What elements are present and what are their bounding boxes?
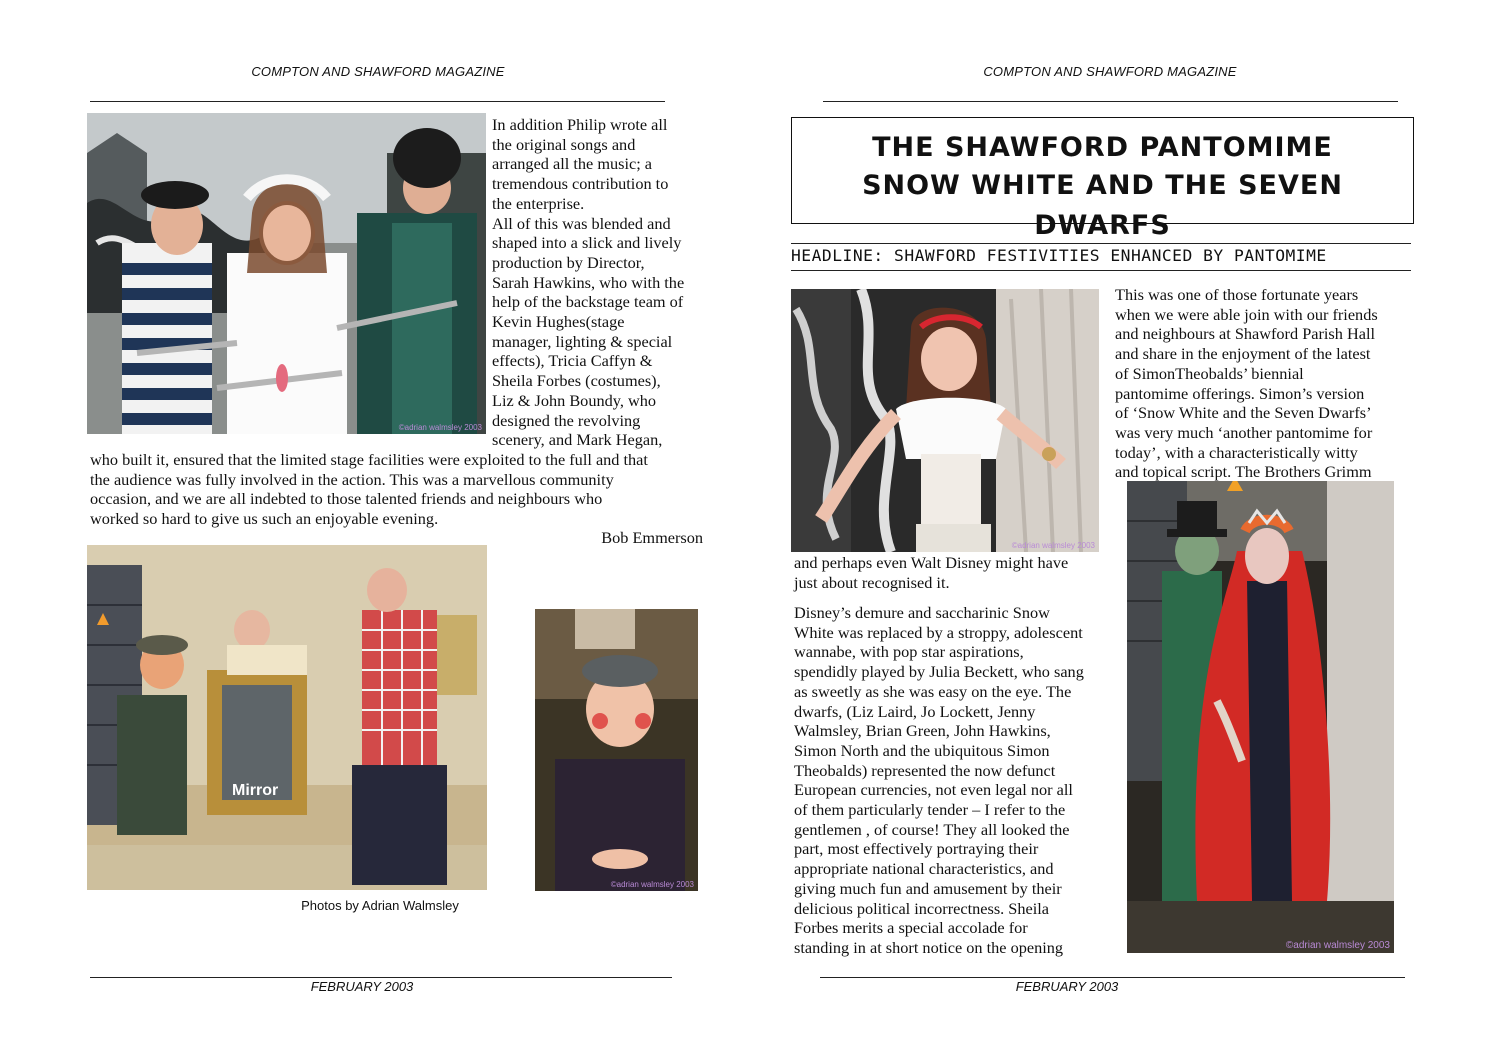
para-line: Sheila Forbes (costumes), bbox=[492, 371, 661, 391]
para-line: and perhaps even Walt Disney might have bbox=[794, 553, 1069, 572]
para-line: today’, with a characteristically witty bbox=[1115, 442, 1358, 462]
para-line: and topical script. The Brothers Grimm bbox=[1115, 462, 1372, 482]
para-line: who built it, ensured that the limited stage facilities were exploited to the full and that bbox=[90, 450, 648, 469]
para-line: help of the backstage team of bbox=[492, 292, 684, 312]
para-line: of ‘Snow White and the Seven Dwarfs’ bbox=[1115, 403, 1372, 423]
para-line: designed the revolving bbox=[492, 410, 641, 430]
para-line: manager, lighting & special bbox=[492, 331, 673, 351]
photo-stage-mirror bbox=[87, 545, 487, 890]
signature: Bob Emmerson bbox=[601, 528, 703, 547]
para-line: part, most effectively portraying their bbox=[794, 839, 1039, 859]
photo-credit: ©adrian walmsley 2003 bbox=[398, 423, 482, 432]
para-line: of them particularly tender – I refer to the bbox=[794, 800, 1066, 820]
para-line: as sweetly as she was easy on the eye. The bbox=[794, 681, 1072, 701]
para-line: appropriate national characteristics, and bbox=[794, 859, 1054, 879]
left-footer-rule bbox=[90, 977, 672, 978]
headline: HEADLINE: SHAWFORD FESTIVITIES ENHANCED BY PANTOMIME bbox=[791, 246, 1327, 265]
para-line: production by Director, bbox=[492, 252, 645, 272]
para-line: White was replaced by a stroppy, adolescent bbox=[794, 622, 1083, 642]
para-line: delicious political incorrectness. Sheila bbox=[794, 898, 1049, 918]
para-line: Sarah Hawkins, who with the bbox=[492, 272, 685, 292]
para-line: arranged all the music; a bbox=[492, 154, 653, 174]
para-line: wannabe, with pop star aspirations, bbox=[794, 642, 1024, 662]
para-line: the enterprise. bbox=[492, 193, 585, 213]
photo-snow-white bbox=[791, 289, 1099, 552]
para-line: scenery, and Mark Hegan, bbox=[492, 430, 663, 450]
right-page-footer: FEBRUARY 2003 bbox=[1015, 979, 1119, 994]
photo-caption: Photos by Adrian Walmsley bbox=[301, 898, 459, 913]
left-page-header: COMPTON AND SHAWFORD MAGAZINE bbox=[251, 64, 505, 79]
title-box bbox=[791, 117, 1414, 241]
para-line: giving much fun and amusement by their bbox=[794, 878, 1062, 898]
para-line: Kevin Hughes(stage bbox=[492, 312, 625, 332]
headline-top-rule bbox=[791, 243, 1411, 244]
headline-bottom-rule bbox=[791, 270, 1411, 271]
photo-credit: ©adrian walmsley 2003 bbox=[1285, 940, 1390, 951]
photo-villains bbox=[1127, 481, 1394, 953]
para-line: of SimonTheobalds’ biennial bbox=[1115, 363, 1304, 383]
para-line: Disney’s demure and saccharinic Snow bbox=[794, 603, 1050, 622]
photo-child-dwarf bbox=[535, 609, 698, 891]
para-line: Walmsley, Brian Green, John Hawkins, bbox=[794, 721, 1051, 741]
left-header-rule bbox=[90, 101, 665, 102]
para-line: worked so hard to give us such an enjoyable evening. bbox=[90, 509, 439, 529]
para-line: Theobalds) represented the now defunct bbox=[794, 760, 1056, 780]
right-footer-rule bbox=[820, 977, 1405, 978]
article-subtitle: SNOW WHITE AND THE SEVEN DWARFS bbox=[862, 170, 1343, 241]
para-line: Liz & John Boundy, who bbox=[492, 390, 657, 410]
para-line: spendidly played by Julia Beckett, who sang bbox=[794, 662, 1084, 682]
right-page-header: COMPTON AND SHAWFORD MAGAZINE bbox=[983, 64, 1237, 79]
para-line: effects), Tricia Caffyn & bbox=[492, 351, 653, 371]
para-line: was very much ‘another pantomime for bbox=[1115, 422, 1373, 442]
para-line: occasion, and we are all indebted to those talented friends and neighbours who bbox=[90, 489, 603, 509]
para-line: and share in the enjoyment of the latest bbox=[1115, 344, 1371, 364]
para-line: pantomime offerings. Simon’s version bbox=[1115, 383, 1365, 403]
para-line: European currencies, not even legal nor all bbox=[794, 780, 1073, 800]
right-header-rule bbox=[823, 101, 1398, 102]
para-line: In addition Philip wrote all bbox=[492, 115, 668, 134]
para-line: shaped into a slick and lively bbox=[492, 233, 682, 253]
para-line: dwarfs, (Liz Laird, Jo Lockett, Jenny bbox=[794, 701, 1036, 721]
para-line: tremendous contribution to bbox=[492, 174, 669, 194]
para-line: the original songs and bbox=[492, 134, 636, 154]
para-line: standing in at short notice on the opening bbox=[794, 937, 1064, 957]
right-top-text bbox=[1115, 285, 1415, 482]
para-line: All of this was blended and bbox=[492, 213, 671, 233]
para-line: and neighbours at Shawford Parish Hall bbox=[1115, 324, 1375, 344]
para-line: gentlemen , of course! They all looked the bbox=[794, 819, 1070, 839]
para-line: This was one of those fortunate years bbox=[1115, 285, 1359, 304]
para-line: the audience was fully involved in the action. This was a marvellous community bbox=[90, 469, 614, 489]
right-continued-text bbox=[794, 553, 1124, 592]
photo-credit: ©adrian walmsley 2003 bbox=[1011, 541, 1095, 550]
photo-dwarfs-pickaxes bbox=[87, 113, 486, 434]
left-page-footer: FEBRUARY 2003 bbox=[310, 979, 414, 994]
para-line: Simon North and the ubiquitous Simon bbox=[794, 740, 1050, 760]
right-main-text bbox=[794, 603, 1124, 958]
left-full-width-text bbox=[90, 450, 710, 529]
para-line: when we were able join with our friends bbox=[1115, 304, 1378, 324]
left-column-text bbox=[492, 115, 708, 450]
svg-text:Mirror: Mirror bbox=[232, 782, 279, 799]
para-line: just about recognised it. bbox=[794, 572, 950, 592]
article-title: THE SHAWFORD PANTOMIME bbox=[872, 132, 1333, 163]
photo-credit: ©adrian walmsley 2003 bbox=[610, 880, 694, 889]
para-line: Forbes merits a special accolade for bbox=[794, 918, 1028, 938]
